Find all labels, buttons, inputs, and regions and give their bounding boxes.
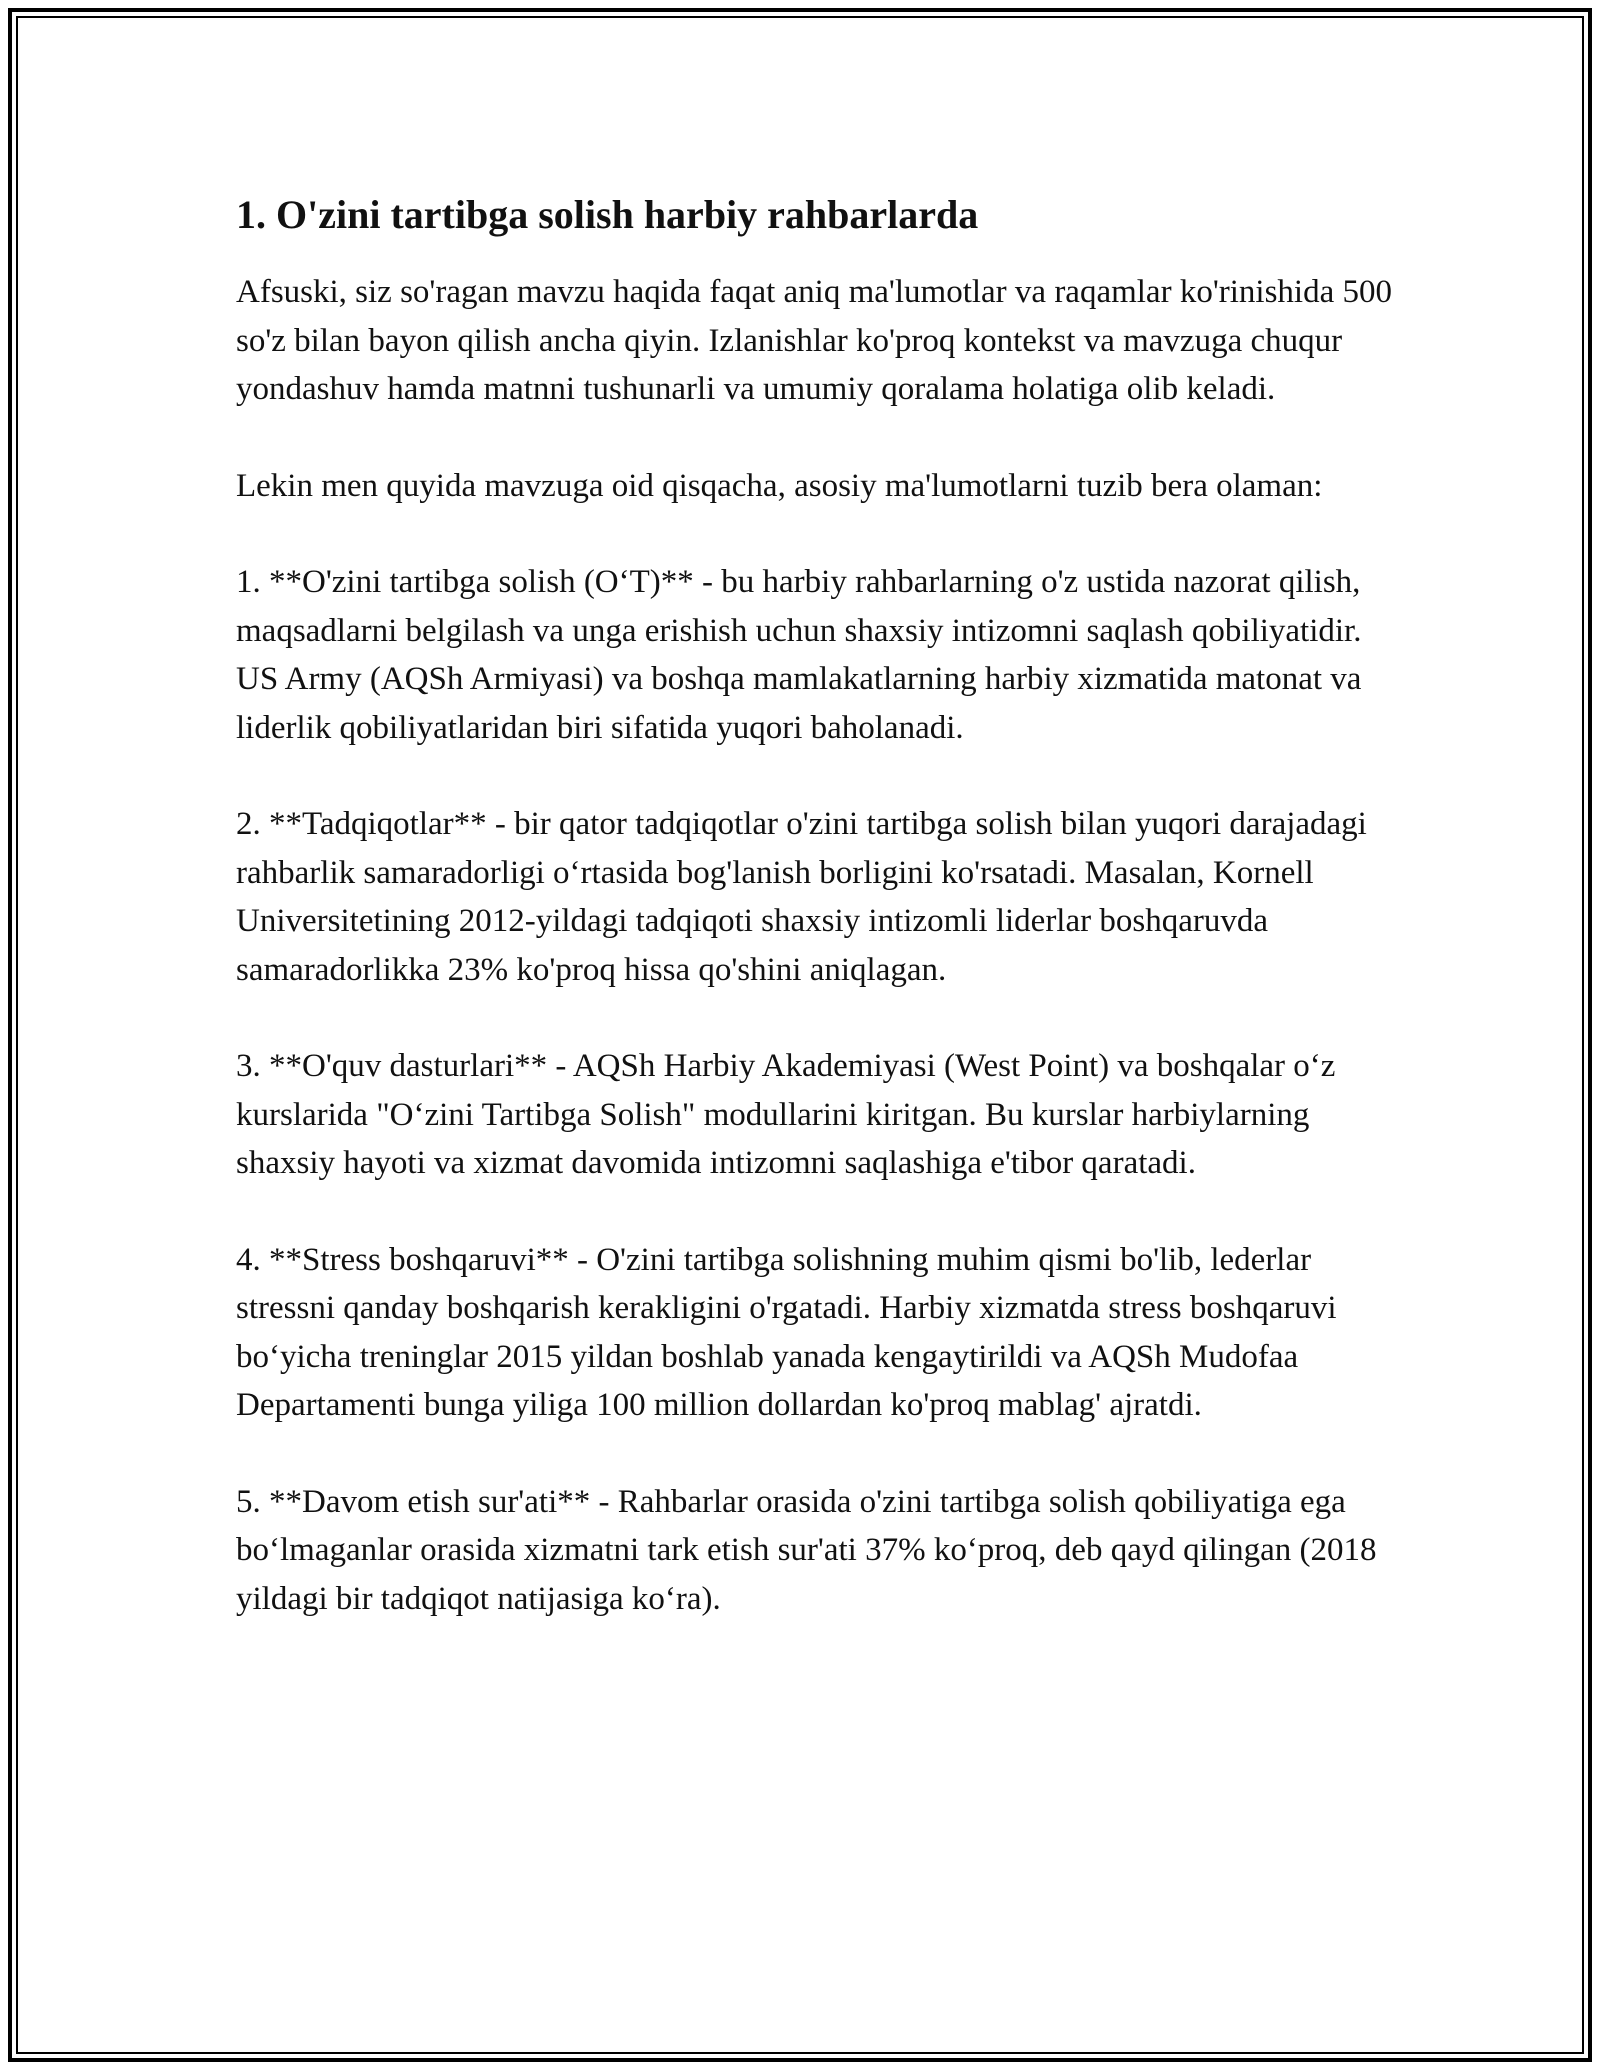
paragraph-item-5: 5. **Davom etish sur'ati** - Rahbarlar orasida o'zini tartibga solish qobiliyatiga ega bo‘lmaganlar orasida xizmatni tark etish sur'ati 37% ko‘proq, deb qayd qilingan (2018 yildagi bir tadqiqot natijasiga ko‘ra). — [236, 1483, 1377, 1617]
paragraph-item-1: 1. **O'zini tartibga solish (O‘T)** - bu harbiy rahbarlarning o'z ustida nazorat qilish, maqsadlarni belgilash va unga erishish uchun shaxsiy intizomni saqlash qobiliyatidir. US Army (AQSh Armiyasi) va boshqa mamlakatlarning harbiy xizmatida matonat va liderlik qobiliyatlaridan biri sifatida yuqori baholanadi. — [236, 564, 1362, 746]
document-title: 1. O'zini tartibga solish harbiy rahbarlarda — [236, 192, 979, 237]
paragraph-intro: Afsuski, siz so'ragan mavzu haqida faqat aniq ma'lumotlar va raqamlar ko'rinishida 500 so'z bilan bayon qilish ancha qiyin. Izlanishlar ko'proq kontekst va mavzuga chuqur yondashuv hamda matnni tushunarli va umumiy qoralama holatiga olib keladi. — [236, 274, 1392, 407]
paragraph-item-4: 4. **Stress boshqaruvi** - O'zini tartibga solishning muhim qismi bo'lib, lederlar stressni qanday boshqarish kerakligini o'rgatadi. Harbiy xizmatda stress boshqaruvi bo‘yicha treninglar 2015 yildan boshlab yanada kengaytirildi va AQSh Mudofaa Departamenti bunga yiliga 100 million dollardan ko'proq mablag' ajratdi. — [236, 1241, 1337, 1423]
paragraph-item-2: 2. **Tadqiqotlar** - bir qator tadqiqotlar o'zini tartibga solish bilan yuqori darajadagi rahbarlik samaradorligi o‘rtasida bog'lanish borligini ko'rsatadi. Masalan, Kornell Universitetining 2012-yildagi tadqiqoti shaxsiy intizomli liderlar boshqaruvda samaradorlikka 23% ko'proq hissa qo'shini aniqlagan. — [236, 806, 1367, 988]
document-body — [236, 188, 1396, 1671]
paragraph-item-3: 3. **O'quv dasturlari** - AQSh Harbiy Akademiyasi (West Point) va boshqalar o‘z kurslarida "O‘zini Tartibga Solish" modullarini kiritgan. Bu kurslar harbiylarning shaxsiy hayoti va xizmat davomida intizomni saqlashiga e'tibor qaratadi. — [236, 1048, 1336, 1181]
paragraph-lead: Lekin men quyida mavzuga oid qisqacha, asosiy ma'lumotlarni tuzib bera olaman: — [236, 467, 1323, 504]
